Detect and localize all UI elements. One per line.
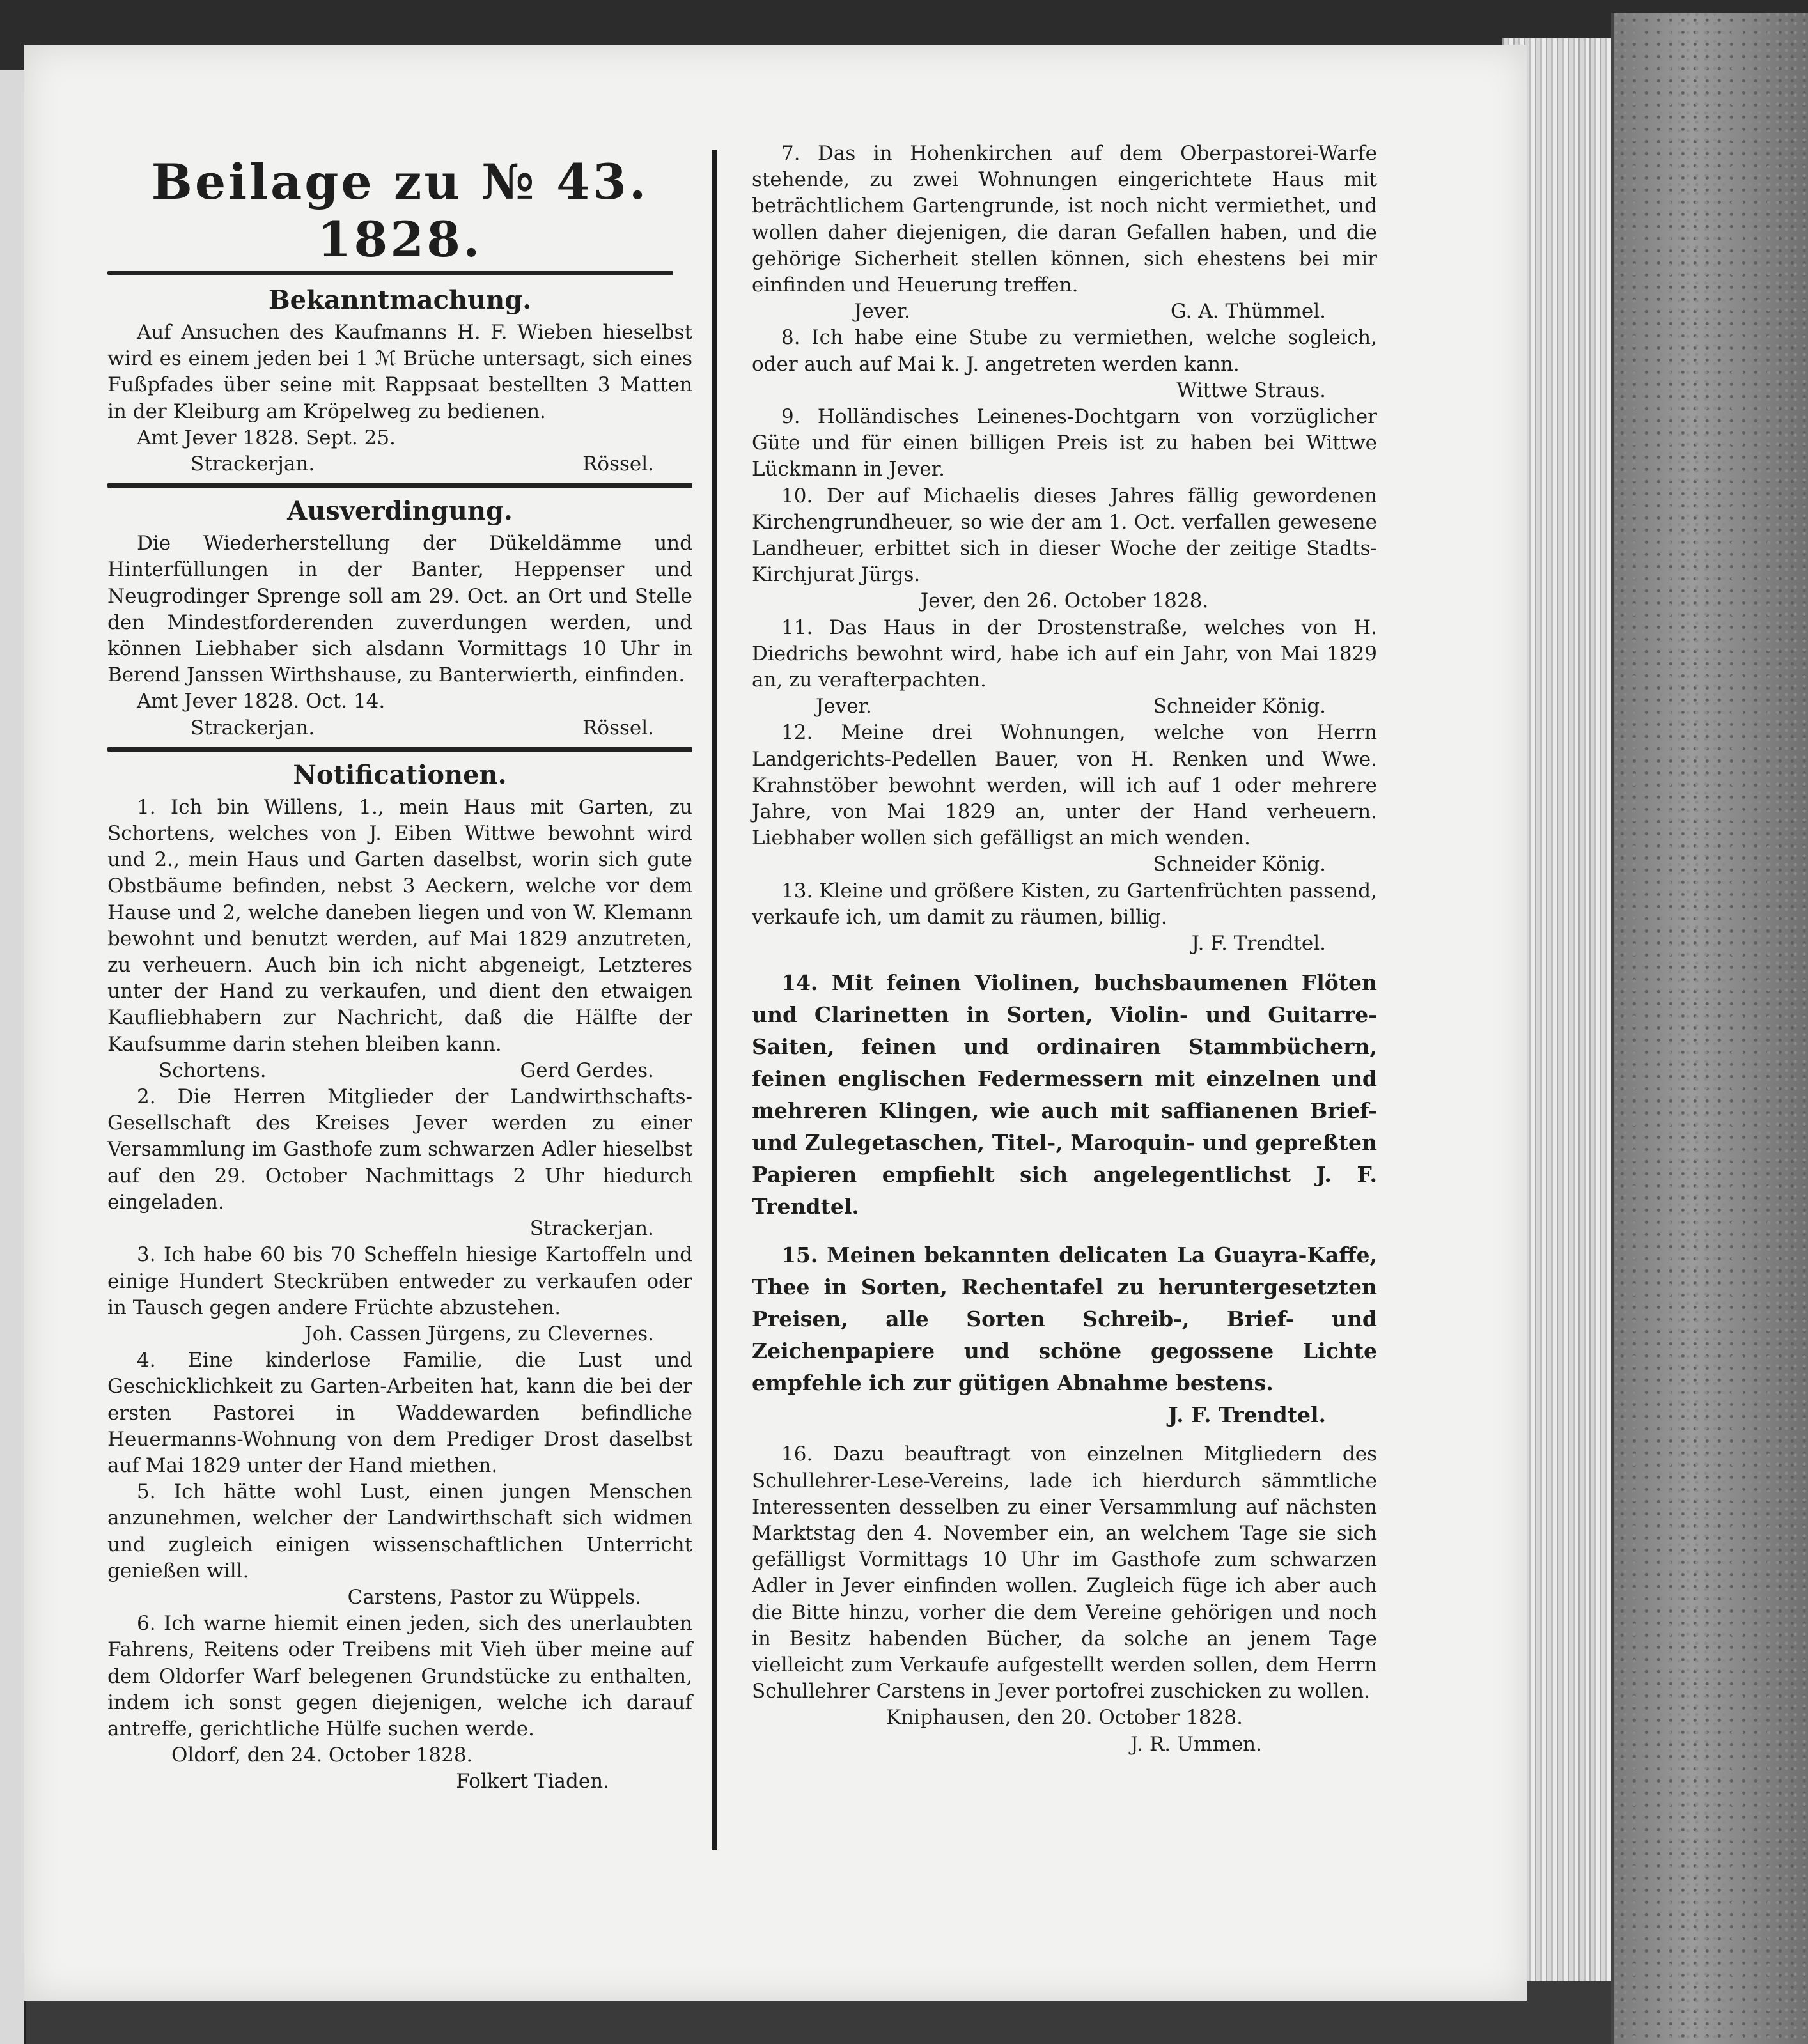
bekanntmachung-signatures [107,451,692,477]
notice-7: 7. Das in Hohenkirchen auf dem Oberpastorei-Warfe stehende, zu zwei Wohnungen eingerichtete Haus mit beträchtlichem Gartengrunde, ist noch nicht vermiethet, und wollen daher diejenigen, die daran Gefallen haben, und die gehörige Sicherheit stellen können, sich ehestens bei mir einfinden und Heuerung treffen. [752,142,1377,297]
issue-title: Beilage zu № 43. 1828. [151,153,649,268]
notice-7-signature: G. A. Thümmel. [1171,300,1326,323]
notice-7-place: Jever. [854,300,910,323]
notice-12-signature: Schneider König. [1153,853,1326,876]
title-rule [107,271,673,275]
notice-6-date: Oldorf, den 24. October 1828. [171,1744,473,1767]
notice-7-signature-row [752,298,1377,325]
notice-1-place: Schortens. [159,1058,267,1082]
notice-15: 15. Meinen bekannten delicaten La Guayra-Kaffe, Thee in Sorten, Rechentafel zu heruntergesetzten Preisen, alle Sorten Schreib-, Brief- und Zeichenpapiere und schöne gegossene Lichte empfehle ich zur gütigen Abnahme bestens. [752,1243,1377,1396]
notice-16-date: Kniphausen, den 20. October 1828. [886,1706,1243,1730]
section-rule [107,747,692,752]
section-rule [107,483,692,488]
notice-1-signature: Gerd Gerdes. [520,1058,654,1082]
notice-6-signature: Folkert Tiaden. [456,1770,609,1793]
notice-6: 6. Ich warne hiemit einen jeden, sich des unerlaubten Fahrens, Reitens oder Treibens mit Vieh über meine auf dem Oldorfer Warf belegenen Grundstücke zu enthalten, indem ich sonst gegen diejenigen, welche ich darauf antreffe, gerichtliche Hülfe suchen werde. [107,1612,692,1740]
notice-15-signature: J. F. Trendtel. [1168,1402,1326,1428]
notice-13-signature: J. F. Trendtel. [1191,932,1326,956]
notice-2-signature: Strackerjan. [529,1217,654,1241]
notice-13: 13. Kleine und größere Kisten, zu Gartenfrüchten passend, verkaufe ich, um damit zu räumen, billig. [752,879,1377,929]
notice-10: 10. Der auf Michaelis dieses Jahres fällig gewordenen Kirchengrundheuer, so wie der am 1. Oct. verfallen gewesene Landheuer, erbittet sich in dieser Woche der zeitige Stadts-Kirchjurat Jürgs. [752,484,1377,587]
ausverdingung-signatures [107,715,692,741]
signature-roessel: Rössel. [582,453,654,476]
ausverdingung-date: Amt Jever 1828. Oct. 14. [137,690,386,713]
notice-9: 9. Holländisches Leinenes-Dochtgarn von vorzüglicher Güte und für einen billigen Preis ist zu haben bei Wittwe Lückmann in Jever. [752,405,1377,481]
left-page-edge [0,70,26,2044]
notice-16: 16. Dazu beauftragt von einzelnen Mitgliedern des Schullehrer-Lese-Vereins, lade ich hierdurch sämmtliche Interessenten desselben zu einer Versammlung auf nächsten Marktstag den 4. November ein, an welchem Tage sie sich gefälligst Vormittags 10 Uhr im Gasthofe zum schwarzen Adler in Jever einfinden wollen. Zugleich füge ich aber auch die Bitte hinzu, vorher die dem Vereine gehörigen und noch in Besitz habenden Bücher, da solche an jenem Tage vielleicht zum Verkaufe aufgestellt werden sollen, dem Herrn Schullehrer Carstens in Jever portofrei zuschicken zu wollen. [752,1443,1377,1703]
notice-11-place: Jever. [816,695,872,718]
notice-1: 1. Ich bin Willens, 1., mein Haus mit Garten, zu Schortens, welches von J. Eiben Wittwe bewohnt wird und 2., mein Haus und Garten daselbst, worin sich gute Obstbäume befinden, nebst 3 Aeckern, welche vor dem Hause und 2, welche daneben liegen und von W. Klemann bewohnt und benutzt werden, auf Mai 1829 anzutreten, zu verheuern. Auch bin ich nicht abgeneigt, Letzteres unter der Hand zu verkaufen, und dient den etwaigen Kaufliebhabern zur Nachricht, daß die Hälfte der Kaufsumme darin stehen bleiben kann. [107,795,692,1056]
notice-16-signature: J. R. Ummen. [1130,1732,1262,1756]
notificationen-heading: Notificationen. [293,759,507,790]
bekanntmachung-date: Amt Jever 1828. Sept. 25. [137,426,396,449]
notice-3-signature: Joh. Cassen Jürgens, zu Clevernes. [304,1322,654,1345]
notice-12: 12. Meine drei Wohnungen, welche von Herrn Landgerichts-Pedellen Bauer, von H. Renken und Wwe. Krahnstöber bewohnt werden, will ich auf 1 oder mehrere Jahre, von Mai 1829 an, unter der Hand verheuern. Liebhaber wollen sich gefälligst an mich wenden. [752,721,1377,850]
right-column [752,141,1377,1758]
notice-5-signature: Carstens, Pastor zu Wüppels. [347,1585,641,1609]
left-column [107,141,692,1795]
signature-strackerjan: Strackerjan. [191,453,315,476]
ausverdingung-heading: Ausverdingung. [287,496,513,527]
bekanntmachung-heading: Bekanntmachung. [268,285,532,315]
signature-roessel: Rössel. [582,716,654,739]
notice-2: 2. Die Herren Mitglieder der Landwirthschafts-Gesellschaft des Kreises Jever werden zu einer Versammlung im Gasthofe zum schwarzen Adler hieselbst auf den 29. October Nachmittags 2 Uhr hiedurch eingeladen. [107,1085,692,1214]
notice-14: 14. Mit feinen Violinen, buchsbaumenen Flöten und Clarinetten in Sorten, Violin- und Guitarre-Saiten, feinen und ordinairen Stammbüchern, feinen englischen Federmessern mit einzelnen und mehreren Klingen, wie auch mit saffianenen Brief- und Zulegetaschen, Titel-, Maroquin- und gepreßten Papieren empfiehlt sich angelegentlichst J. F. Trendtel. [752,970,1377,1219]
notice-10-date: Jever, den 26. October 1828. [920,589,1209,613]
column-divider [712,150,717,1850]
book-binding [1611,13,1808,2044]
notice-3: 3. Ich habe 60 bis 70 Scheffeln hiesige Kartoffeln und einige Hundert Steckrüben entweder zu verkaufen oder in Tausch gegen andere Früchte abzustehen. [107,1243,692,1319]
bekanntmachung-text: Auf Ansuchen des Kaufmanns H. F. Wieben hieselbst wird es einem jeden bei 1 ℳ Brüche untersagt, sich eines Fußpfades über seine mit Rappsaat bestellten 3 Matten in der Kleiburg am Kröpelweg zu bedienen. [107,321,692,423]
notice-4: 4. Eine kinderlose Familie, die Lust und Geschicklichkeit zu Garten-Arbeiten hat, kann die bei der ersten Pastorei in Waddewarden befindliche Heuermanns-Wohnung von dem Prediger Drost daselbst auf Mai 1829 unter der Hand miethen. [107,1349,692,1477]
notice-11: 11. Das Haus in der Drostenstraße, welches von H. Diedrichs bewohnt wird, habe ich auf ein Jahr, von Mai 1829 an, zu verafterpachten. [752,616,1377,692]
notice-8: 8. Ich habe eine Stube zu vermiethen, welche sogleich, oder auch auf Mai k. J. angetreten werden kann. [752,326,1377,376]
newspaper-page [24,45,1527,2001]
notice-11-signature-row [752,693,1377,720]
ausverdingung-text: Die Wiederherstellung der Dükeldämme und Hinterfüllungen in der Banter, Heppenser und Neugrodinger Sprenge soll am 29. Oct. an Ort und Stelle den Mindestforderenden zuverdungen werden, und können Liebhaber sich alsdann Vormittags 10 Uhr in Berend Janssen Wirthshause, zu Banterwierth, einfinden. [107,532,692,687]
notice-11-signature: Schneider König. [1153,695,1326,718]
notice-1-signature-row [107,1058,692,1084]
signature-strackerjan: Strackerjan. [191,716,315,739]
notice-8-signature: Wittwe Straus. [1176,378,1326,402]
notice-5: 5. Ich hätte wohl Lust, einen jungen Menschen anzunehmen, welcher der Landwirthschaft sich widmen und zugleich einigen wissenschaftlichen Unterricht genießen will. [107,1480,692,1583]
